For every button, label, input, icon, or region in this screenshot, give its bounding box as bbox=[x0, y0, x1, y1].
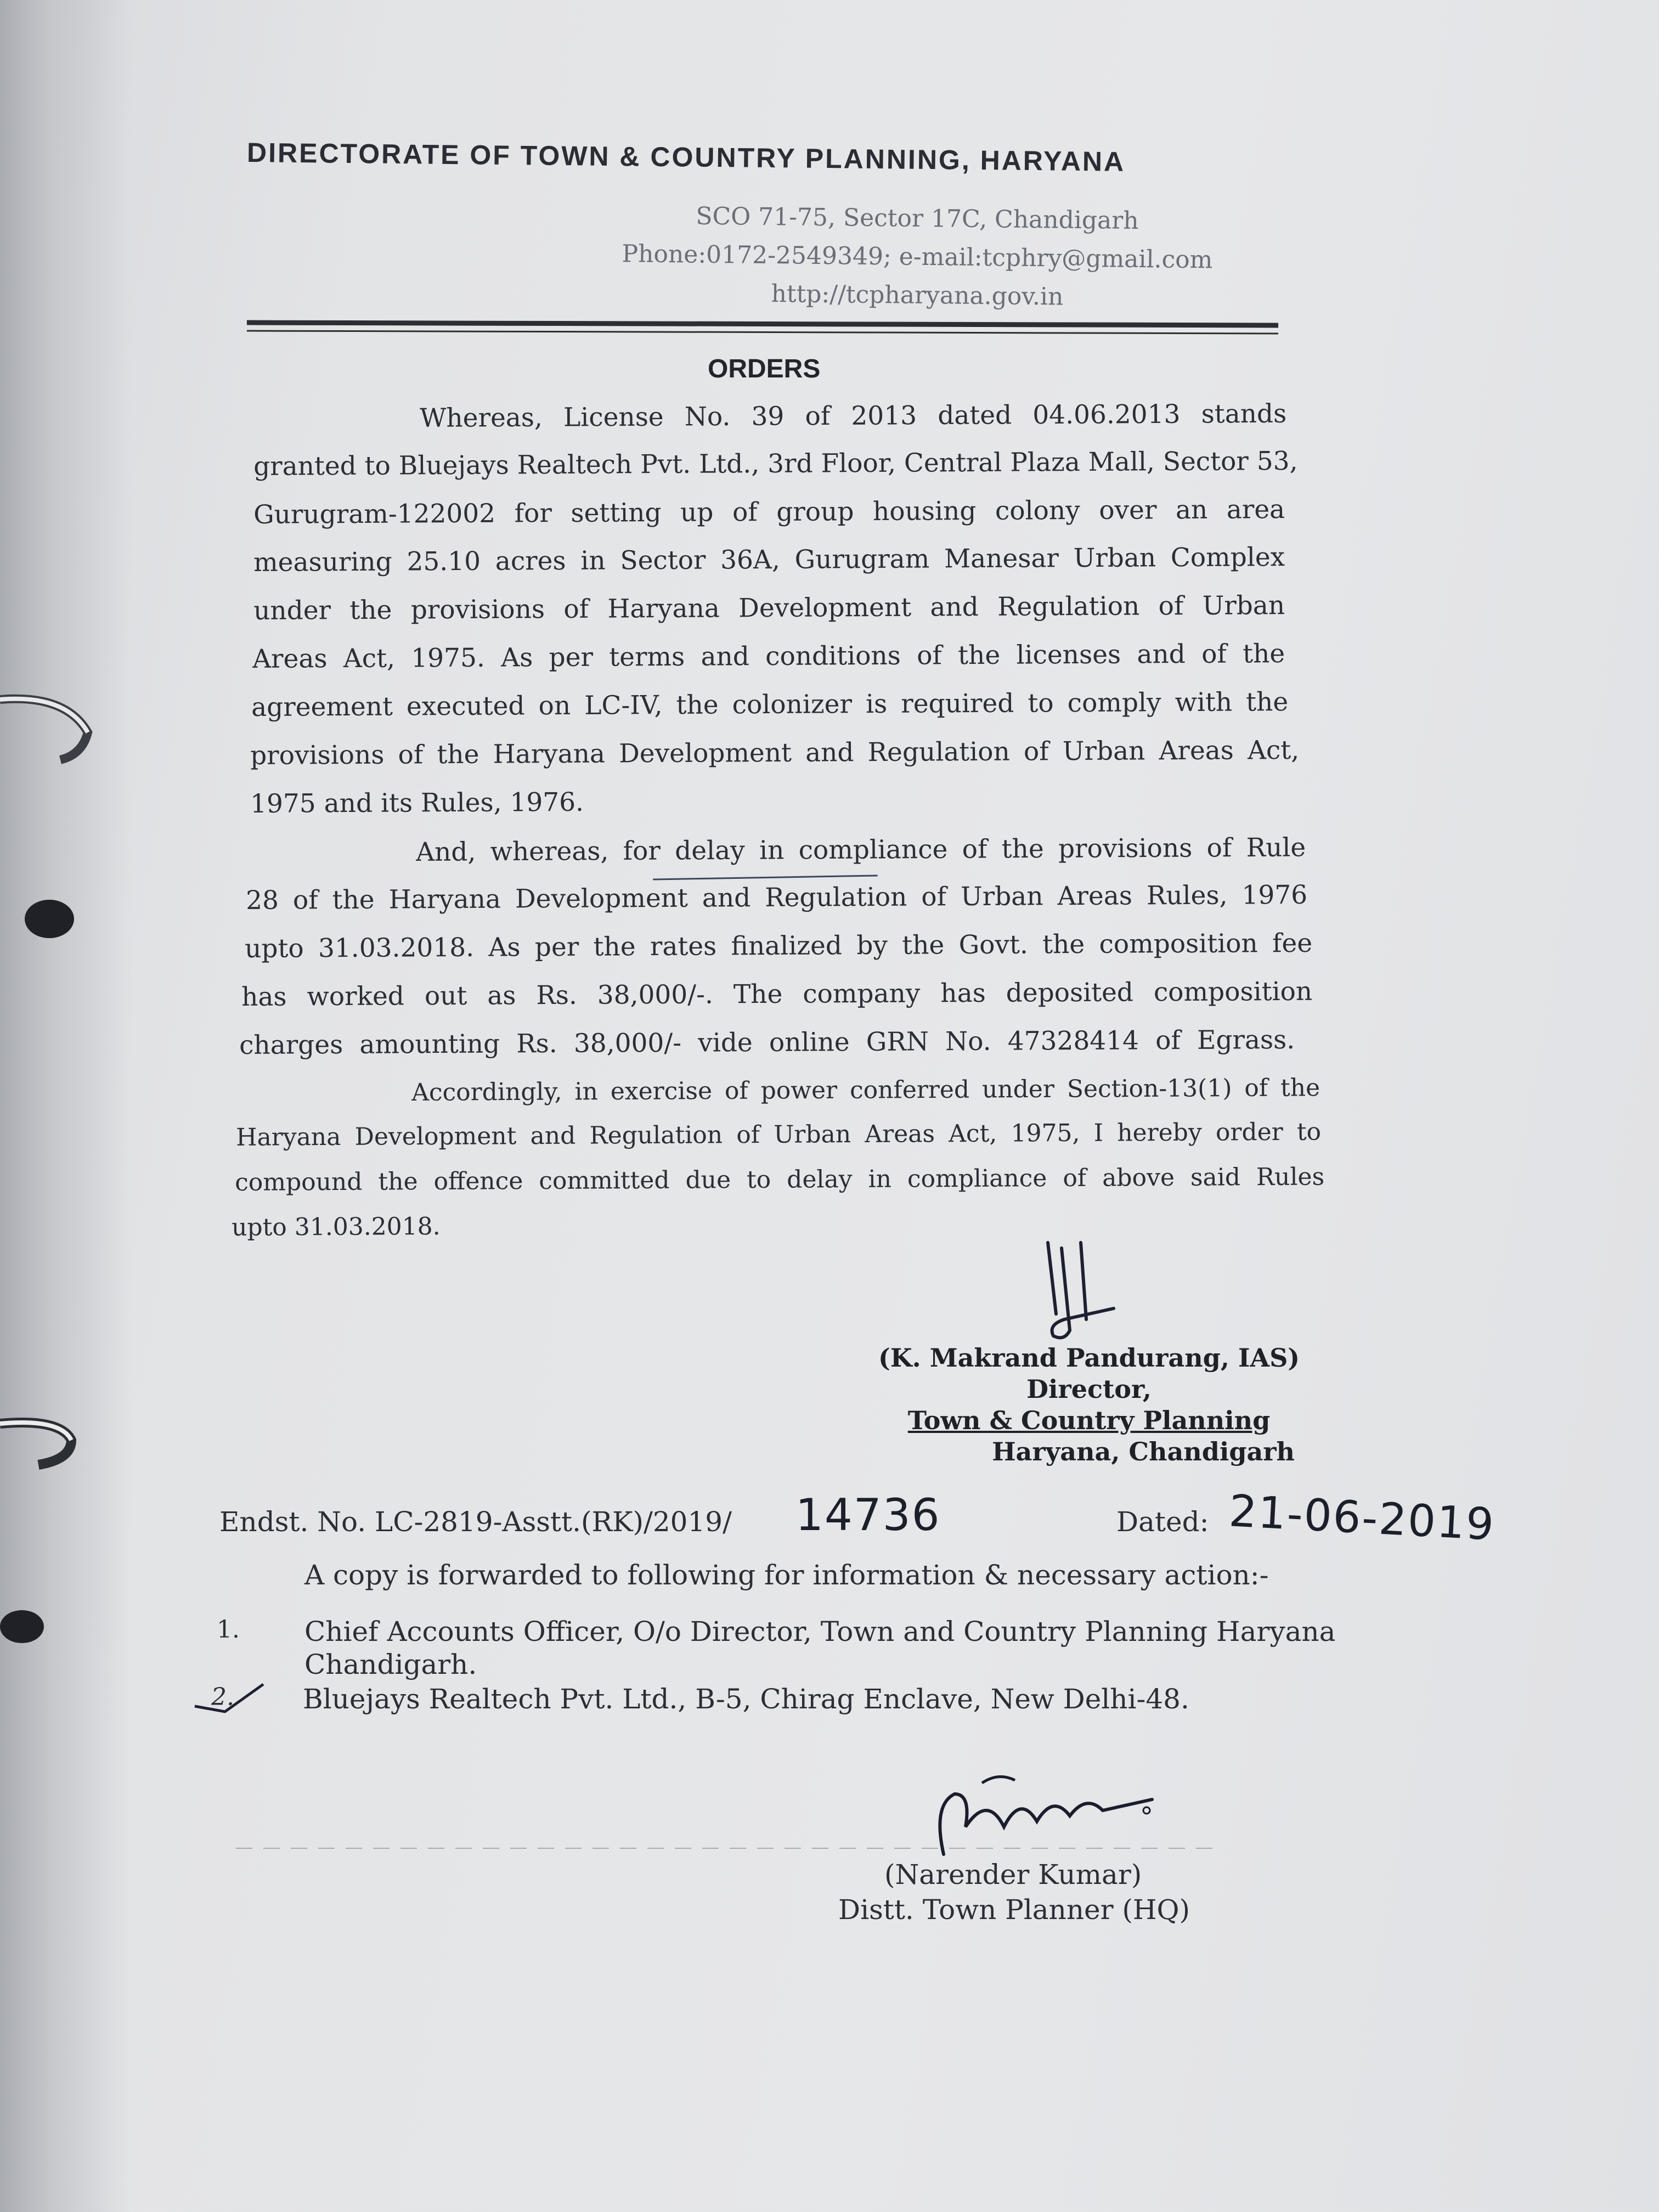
recipient-line: Bluejays Realtech Pvt. Ltd., B-5, Chirag Enclave, New Delhi-48. bbox=[303, 1683, 1189, 1715]
para2-line: has worked out as Rs. 38,000/-. The company has deposited composition bbox=[241, 976, 1313, 1012]
copy-intro: A copy is forwarded to following for information & necessary action:- bbox=[304, 1559, 1269, 1591]
header-address: SCO 71-75, Sector 17C, Chandigarh bbox=[696, 202, 1139, 235]
recipient-line: Chandigarh. bbox=[304, 1649, 477, 1680]
para2-line: And, whereas, for delay in compliance of the provisions of Rule bbox=[416, 832, 1306, 867]
header-website: http://tcpharyana.gov.in bbox=[771, 280, 1064, 311]
second-signatory-name: (Narender Kumar) bbox=[884, 1859, 1142, 1891]
para1-line: measuring 25.10 acres in Sector 36A, Gurugram Manesar Urban Complex bbox=[253, 542, 1285, 578]
signatory-designation: Director, bbox=[1026, 1374, 1152, 1404]
page-title: ORDERS bbox=[708, 354, 821, 383]
recipient-number: 2. bbox=[211, 1683, 234, 1711]
date-handwritten: 21-06-2019 bbox=[1227, 1485, 1497, 1550]
para1-line: Gurugram-122002 for setting up of group housing colony over an area bbox=[253, 494, 1285, 530]
header-rule bbox=[247, 320, 1278, 328]
recipient-number: 1. bbox=[217, 1616, 240, 1644]
fold-line bbox=[236, 1848, 1212, 1849]
para1-line: provisions of the Haryana Development and Regulation of Urban Areas Act, bbox=[250, 735, 1300, 771]
recipient-line: Chief Accounts Officer, O/o Director, Town and Country Planning Haryana bbox=[304, 1616, 1336, 1647]
para1-line: 1975 and its Rules, 1976. bbox=[250, 787, 584, 819]
second-signatory-designation: Distt. Town Planner (HQ) bbox=[838, 1894, 1190, 1926]
signatory-location: Haryana, Chandigarh bbox=[992, 1437, 1295, 1466]
para3-line: Accordingly, in exercise of power conferred under Section-13(1) of the bbox=[411, 1074, 1321, 1107]
para1-line: Areas Act, 1975. As per terms and conditions of the licenses and of the bbox=[252, 639, 1285, 674]
pen-underline bbox=[653, 874, 878, 880]
para2-line: upto 31.03.2018. As per the rates finalized by the Govt. the composition fee bbox=[245, 928, 1313, 964]
endorsement-number-handwritten: 14736 bbox=[795, 1489, 941, 1541]
header-rule-thin bbox=[247, 330, 1278, 335]
header-title: DIRECTORATE OF TOWN & COUNTRY PLANNING, HARYANA bbox=[246, 137, 1126, 177]
dtp-signature bbox=[922, 1761, 1174, 1871]
dated-label: Dated: bbox=[1116, 1506, 1209, 1538]
signatory-name: (K. Makrand Pandurang, IAS) bbox=[878, 1343, 1300, 1373]
tick-mark bbox=[192, 1673, 269, 1717]
para1-line: Whereas, License No. 39 of 2013 dated 04.06.2013 stands bbox=[420, 398, 1287, 433]
para3-line: upto 31.03.2018. bbox=[232, 1212, 441, 1242]
header-contact: Phone:0172-2549349; e-mail:tcphry@gmail.com bbox=[622, 240, 1213, 274]
endorsement-number: Endst. No. LC-2819-Asstt.(RK)/2019/ bbox=[219, 1506, 732, 1538]
para1-line: granted to Bluejays Realtech Pvt. Ltd., 3rd Floor, Central Plaza Mall, Sector 53, bbox=[253, 446, 1298, 482]
para1-line: agreement executed on LC-IV, the colonizer is required to comply with the bbox=[251, 687, 1289, 723]
para2-line: charges amounting Rs. 38,000/- vide online GRN No. 47328414 of Egrass. bbox=[239, 1024, 1295, 1060]
director-signature bbox=[1031, 1232, 1136, 1347]
para3-line: compound the offence committed due to delay in compliance of above said Rules bbox=[235, 1163, 1325, 1197]
para3-line: Haryana Development and Regulation of Urban Areas Act, 1975, I hereby order to bbox=[236, 1118, 1322, 1152]
signatory-department: Town & Country Planning bbox=[907, 1406, 1271, 1435]
para1-line: under the provisions of Haryana Development and Regulation of Urban bbox=[253, 590, 1285, 626]
para2-line: 28 of the Haryana Development and Regulation of Urban Areas Rules, 1976 bbox=[246, 879, 1308, 916]
